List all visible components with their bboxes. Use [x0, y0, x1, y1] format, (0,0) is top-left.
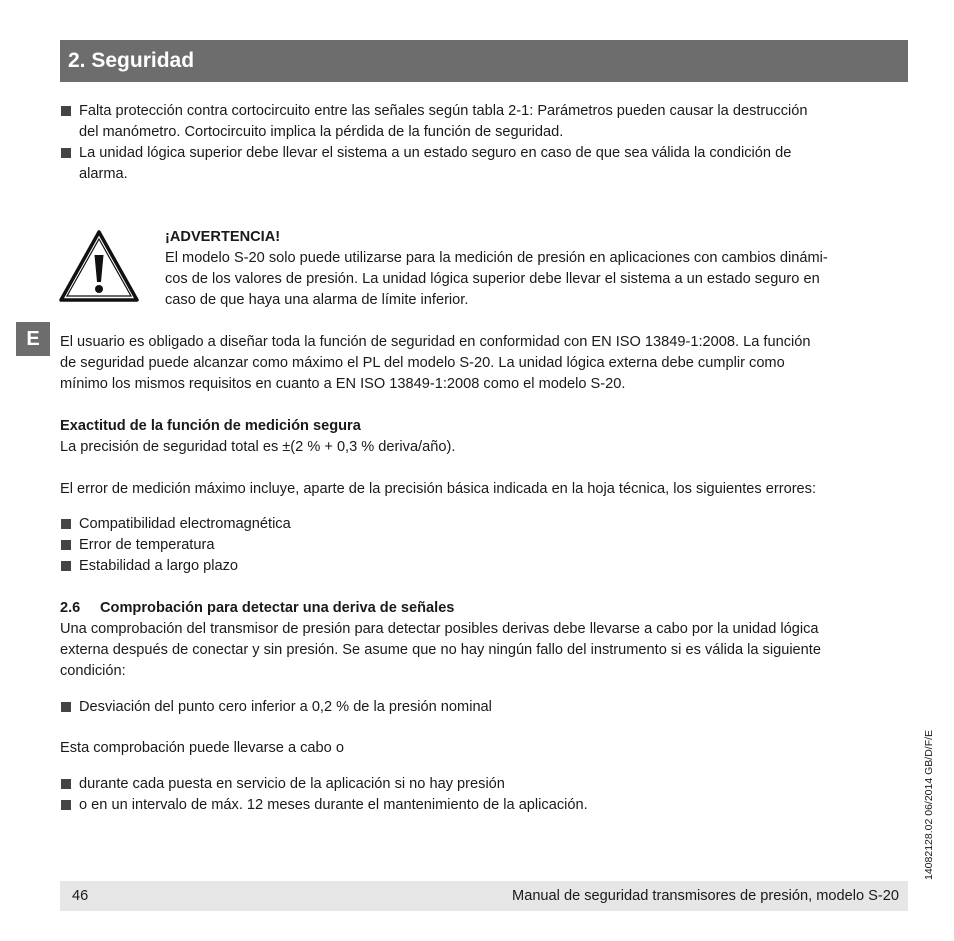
language-tab: E — [16, 322, 50, 356]
footer-title: Manual de seguridad transmisores de presión, modelo S-20 — [512, 888, 899, 904]
warning-line: caso de que haya una alarma de límite inferior. — [165, 292, 469, 308]
list-item: Falta protección contra cortocircuito entre las señales según tabla 2-1: Parámetros pueden causar la destrucción del manómetro. Cortocircuito implica la pérdida de la función de seguridad. — [60, 101, 910, 143]
bullet-square-icon — [61, 702, 71, 712]
warning-heading: ¡ADVERTENCIA! — [165, 229, 281, 245]
section-2-6: 2.6 Comprobación para detectar una deriva de señales Una comprobación del transmisor de presión para detectar posibles derivas debe llevarse a cabo por la unidad lógica externa después de conectar y sin presión. Se asume que no hay ningún fallo del instrumento si es válida la siguiente condición: — [60, 598, 910, 682]
condition-bullet-list — [60, 697, 910, 718]
section-header — [60, 40, 908, 82]
document-code: 14082128.02 06/2014 GB/D/F/E — [923, 729, 935, 880]
list-item: o en un intervalo de máx. 12 meses durante el mantenimiento de la aplicación. — [60, 795, 910, 816]
bullet-square-icon — [61, 106, 71, 116]
bullet-square-icon — [61, 148, 71, 158]
accuracy-text: La precisión de seguridad total es ±(2 % + 0,3 % deriva/año). — [60, 439, 456, 455]
error-intro: El error de medición máximo incluye, aparte de la precisión básica indicada en la hoja técnica, los siguientes errores: — [60, 481, 817, 497]
list-item: Compatibilidad electromagnética — [60, 514, 910, 535]
intro-bullet-list — [60, 101, 910, 185]
warning-line: El modelo S-20 solo puede utilizarse para la medición de presión en aplicaciones con cambios dinámi- — [165, 250, 828, 266]
list-item: Error de temperatura — [60, 535, 910, 556]
section-heading — [60, 598, 910, 619]
bullet-square-icon — [61, 540, 71, 550]
list-item: La unidad lógica superior debe llevar el sistema a un estado seguro en caso de que sea válida la condición de alarma. — [60, 143, 910, 185]
check-bullet-list — [60, 774, 910, 816]
bullet-square-icon — [61, 800, 71, 810]
list-item: Estabilidad a largo plazo — [60, 556, 910, 577]
page-number: 46 — [72, 888, 89, 904]
user-paragraph: El usuario es obligado a diseñar toda la función de seguridad en conformidad con EN ISO 13849-1:2008. La función de seguridad puede alcanzar como máximo el PL del modelo S-20. La unidad lógica externa debe cumplir como mínimo los mismos requisitos en cuanto a EN ISO 13849-1:2008 como el modelo S-20. — [60, 334, 811, 392]
bullet-square-icon — [61, 779, 71, 789]
warning-line: cos de los valores de presión. La unidad lógica superior debe llevar el sistema a un estado seguro en — [165, 271, 820, 287]
bullet-square-icon — [61, 561, 71, 571]
list-item: Desviación del punto cero inferior a 0,2 % de la presión nominal — [60, 697, 910, 718]
check-intro: Esta comprobación puede llevarse a cabo o — [60, 740, 344, 756]
section-title: 2. Seguridad — [68, 49, 195, 72]
section-number: 2.6 — [60, 600, 81, 616]
section-heading-title: Comprobación para detectar una deriva de señales — [100, 600, 455, 616]
warning-triangle-icon — [58, 229, 140, 303]
accuracy-heading: Exactitud de la función de medición segura — [60, 418, 361, 434]
warning-block — [165, 227, 910, 311]
bullet-square-icon — [61, 519, 71, 529]
page-footer — [60, 881, 908, 911]
accuracy-section — [60, 416, 910, 458]
list-item: durante cada puesta en servicio de la aplicación si no hay presión — [60, 774, 910, 795]
error-bullet-list — [60, 514, 910, 577]
